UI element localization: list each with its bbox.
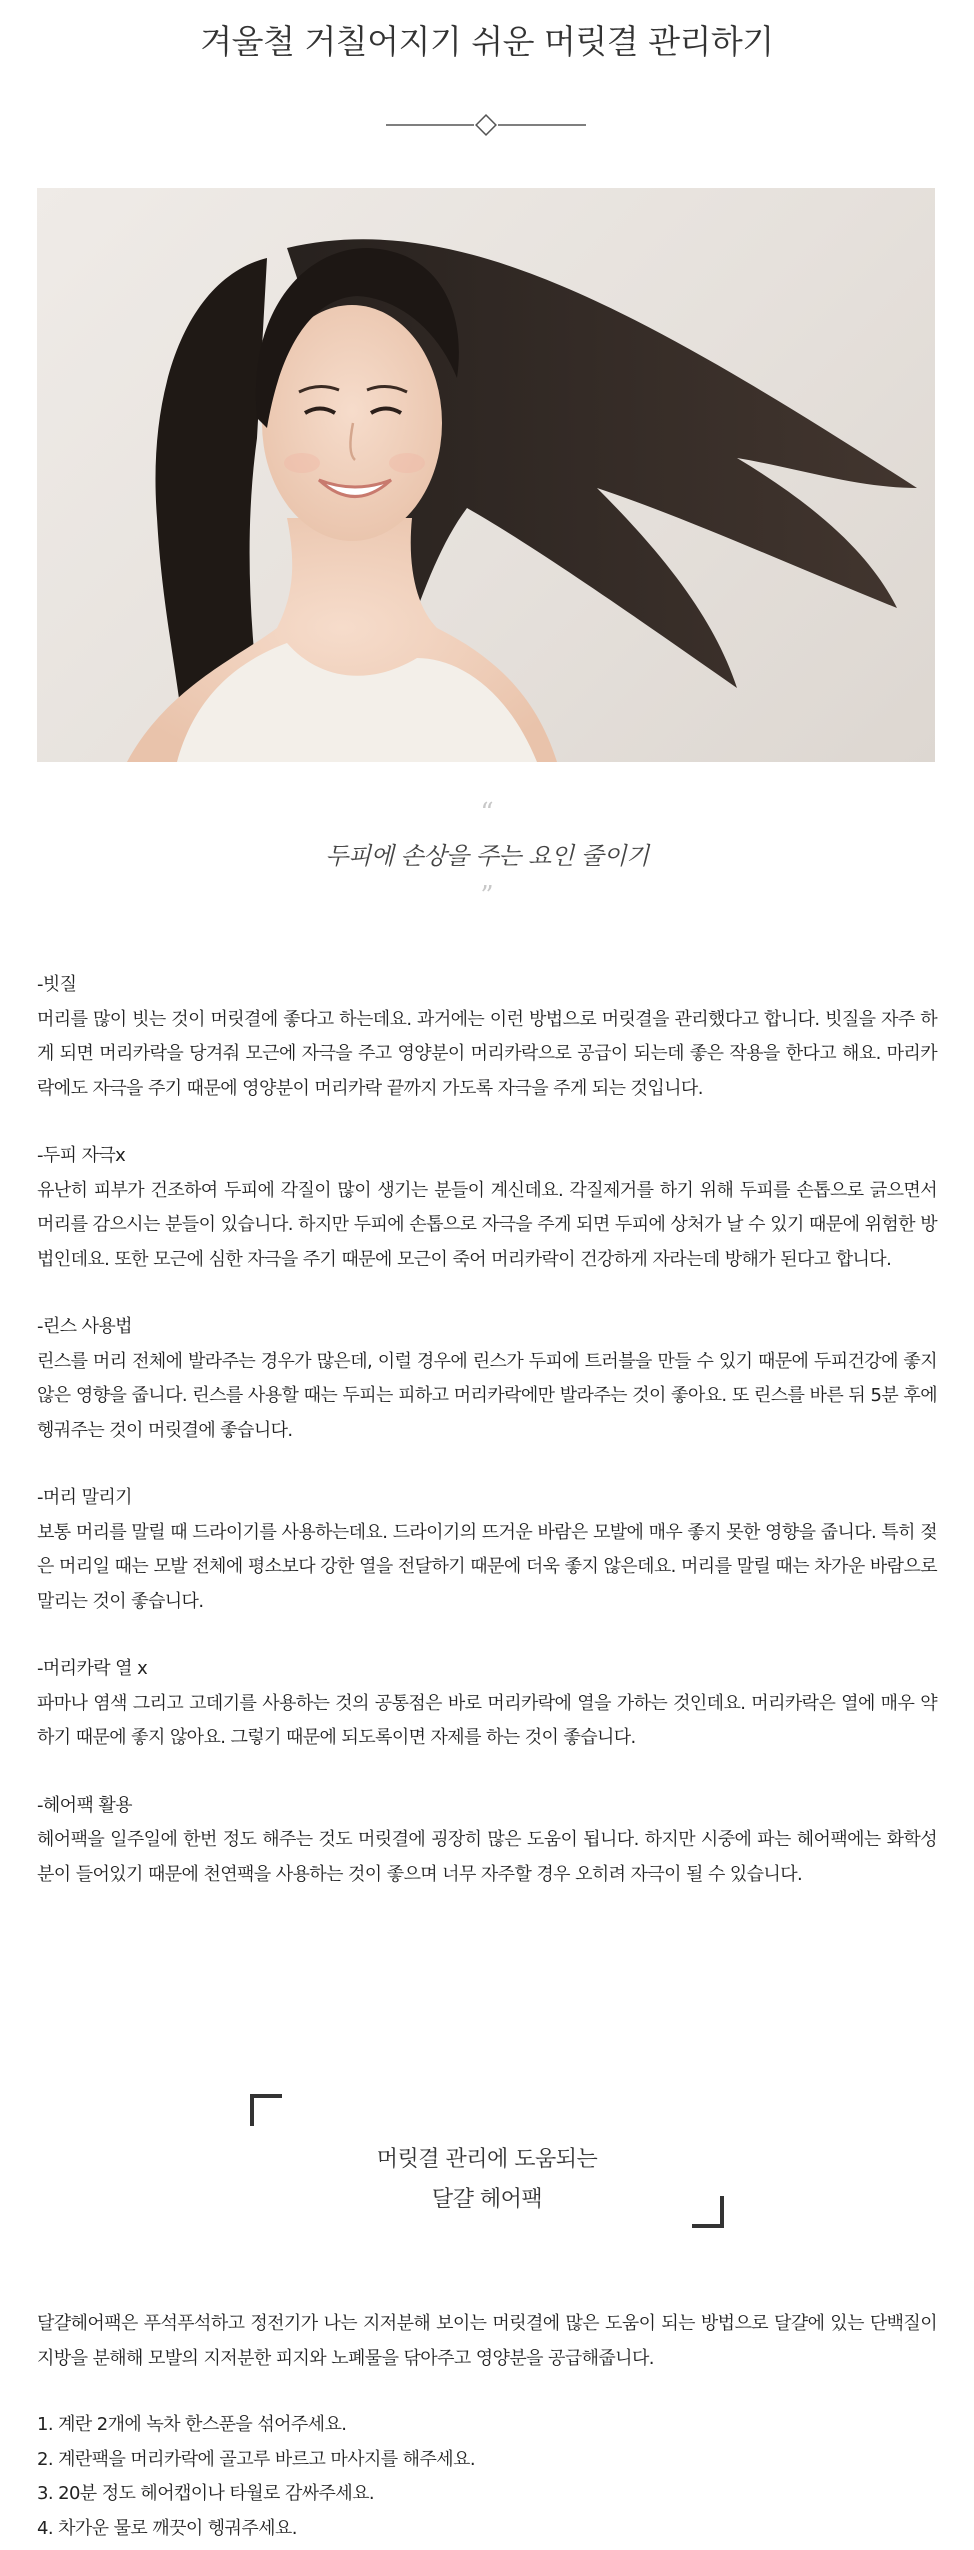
section-heading: -두피 자극x: [37, 1145, 126, 1166]
egg-pack-intro: 달걀헤어팩은 푸석푸석하고 정전기가 나는 지저분해 보이는 머릿결에 많은 도움이 되는 방법으로 달걀에 있는 단백질이 지방을 분해해 모발의 지저분한 피지와 노폐물을 닦아주고 영양분을 공급해줍니다.: [37, 2313, 937, 2369]
page-title: 겨울철 거칠어지기 쉬운 머릿결 관리하기: [200, 22, 774, 61]
step-item: 3. 20분 정도 헤어캡이나 타월로 감싸주세요.: [37, 2483, 375, 2504]
section-hair-pack: [37, 1789, 937, 1893]
section-hair-drying: [37, 1481, 937, 1619]
woman-portrait-illustration: [37, 188, 935, 762]
section-text: 머리를 많이 빗는 것이 머릿결에 좋다고 하는데요. 과거에는 이런 방법으로 머릿결을 관리했다고 합니다. 빗질을 자주 하게 되면 머리카락을 당겨줘 모근에 자극을 주고 영양분이 머리카락으로 공급이 되는데 좋은 작용을 한다고 해요. 마리카락에도 자극을 주기 때문에 영양분이 머리카락 끝까지 가도록 자극을 주게 되는 것입니다.: [37, 1008, 937, 1099]
section-scalp-irritation: [37, 1139, 937, 1277]
step-item: 4. 차가운 물로 깨끗이 헹궈주세요.: [37, 2517, 297, 2539]
section-heading: -머리 말리기: [37, 1487, 132, 1508]
step-item: 1. 계란 2개에 녹차 한스푼을 섞어주세요.: [37, 2414, 347, 2435]
section-heading: -머리카락 열 x: [37, 1658, 148, 1679]
section-heading: -린스 사용법: [37, 1316, 132, 1337]
section-heading: -헤어팩 활용: [37, 1794, 132, 1816]
close-quote-icon: ”: [480, 881, 494, 911]
section-hair-heat: [37, 1652, 937, 1756]
article-body: [37, 968, 937, 1925]
section-text: 보통 머리를 말릴 때 드라이기를 사용하는데요. 드라이기의 뜨거운 바람은 모발에 매우 좋지 못한 영향을 줍니다. 특히 젖은 머리일 때는 모발 전체에 평소보다 강한 열을 전달하기 때문에 더욱 좋지 않은데요. 머리를 말릴 때는 차가운 바람으로 말리는 것이 좋습니다.: [37, 1521, 937, 1612]
section-brushing: [37, 968, 937, 1106]
section-text: 린스를 머리 전체에 발라주는 경우가 많은데, 이럴 경우에 린스가 두피에 트러블을 만들 수 있기 때문에 두피건강에 좋지 않은 영향을 줍니다. 린스를 사용할 때는 두피는 피하고 머리카락에만 발라주는 것이 좋아요. 또 린스를 바른 뒤 5분 후에 헹궈주는 것이 머릿결에 좋습니다.: [37, 1350, 937, 1441]
section-text: 헤어팩을 일주일에 한번 정도 해주는 것도 머릿결에 굉장히 많은 도움이 됩니다. 하지만 시중에 파는 헤어팩에는 화학성분이 들어있기 때문에 천연팩을 사용하는 것이 좋으며 너무 자주할 경우 오히려 자극이 될 수 있습니다.: [37, 1829, 937, 1885]
step-item: 2. 계란팩을 머리카락에 골고루 바르고 마사지를 해주세요.: [37, 2448, 475, 2470]
egg-pack-title-box: [250, 2094, 724, 2228]
section-text: 유난히 피부가 건조하여 두피에 각질이 많이 생기는 분들이 계신데요. 각질제거를 하기 위해 두피를 손톱으로 긁으면서 머리를 감으시는 분들이 있습니다. 하지만 두피에 손톱으로 자극을 주게 되면 두피에 상처가 날 수 있기 때문에 위험한 방법인데요. 또한 모근에 심한 자극을 주기 때문에 모근이 죽어 머리카락이 건강하게 자라는데 방해가 된다고 합니다.: [37, 1179, 937, 1270]
section-text: 파마나 염색 그리고 고데기를 사용하는 것의 공통점은 바로 머리카락에 열을 가하는 것인데요. 머리카락은 열에 매우 약하기 때문에 좋지 않아요. 그렇기 때문에 되도록이면 자제를 하는 것이 좋습니다.: [37, 1692, 937, 1748]
egg-pack-steps: [37, 2408, 937, 2546]
quote-heading: 두피에 손상을 주는 요인 줄이기: [325, 842, 649, 870]
corner-bracket-bottom-right: [692, 2196, 724, 2228]
section-rinse-usage: [37, 1310, 937, 1448]
box-title-line-2: 달걀 헤어팩: [431, 2187, 543, 2212]
hero-image: [37, 188, 935, 762]
quote-block: [0, 800, 974, 909]
box-title-line-1: 머릿결 관리에 도움되는: [376, 2147, 598, 2172]
open-quote-icon: “: [480, 798, 494, 828]
egg-pack-content: [37, 2307, 937, 2546]
corner-bracket-top-left: [250, 2094, 282, 2126]
title-divider: [386, 112, 586, 138]
section-heading: -빗질: [37, 974, 77, 995]
